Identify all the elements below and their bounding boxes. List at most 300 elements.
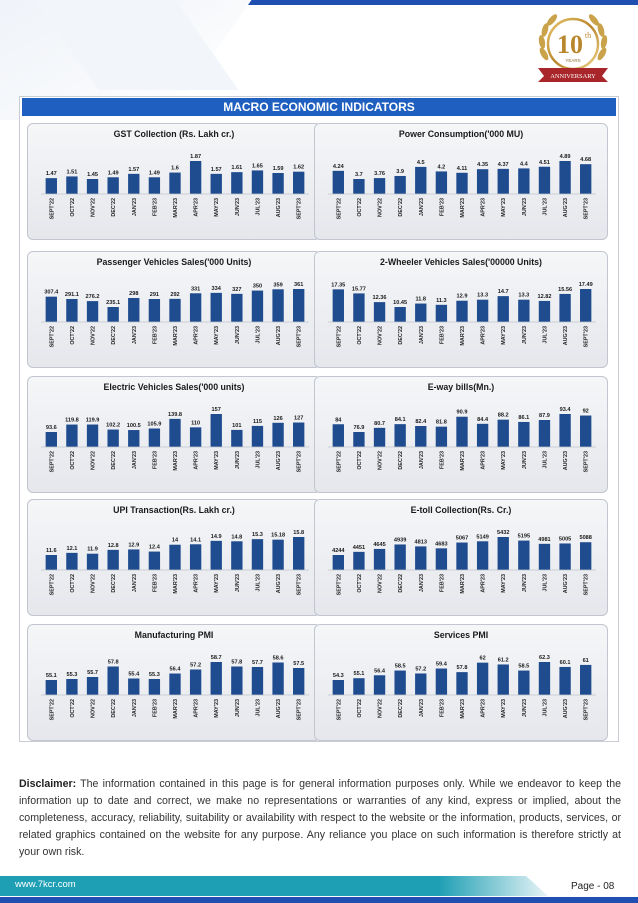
- data-label: 1.49: [148, 170, 160, 177]
- bar: [252, 539, 263, 570]
- bar-chart: [28, 625, 322, 742]
- tick-label: JUN'23: [521, 451, 528, 470]
- tick-label: AUG'23: [276, 699, 283, 719]
- bar: [518, 671, 529, 695]
- bar: [87, 554, 98, 570]
- bar: [518, 300, 529, 322]
- tick-label: MAR'23: [173, 574, 179, 594]
- data-label: 4645: [373, 541, 386, 548]
- bar: [559, 667, 570, 695]
- badge-years: YEARS: [565, 58, 581, 63]
- data-label: 54.3: [332, 673, 344, 679]
- bar: [374, 302, 385, 322]
- tick-label: SEPT'23: [583, 574, 590, 596]
- data-label: 55.1: [45, 673, 57, 679]
- data-label: 1.47: [45, 171, 57, 178]
- data-label: 13.3: [477, 292, 489, 299]
- tick-label: SEPT'22: [49, 574, 56, 596]
- tick-label: AUG'23: [563, 451, 570, 471]
- data-label: 102.2: [106, 422, 121, 429]
- data-label: 127: [294, 415, 304, 422]
- bar: [498, 537, 509, 570]
- data-label: 4.89: [559, 154, 571, 160]
- tick-label: DEC'22: [111, 451, 118, 470]
- bar-chart: [315, 377, 609, 494]
- bar: [128, 298, 139, 322]
- data-label: 1.57: [210, 166, 222, 173]
- data-label: 12.36: [372, 295, 387, 302]
- chart-title: Electric Vehicles Sales('000 units): [103, 382, 245, 392]
- bar: [539, 544, 550, 570]
- data-label: 361: [294, 282, 304, 288]
- bar: [211, 414, 222, 447]
- tick-label: SEPT'22: [336, 198, 343, 220]
- tick-label: SEPT'23: [583, 699, 590, 721]
- tick-label: DEC'22: [398, 451, 405, 470]
- bar: [436, 305, 447, 322]
- data-label: 350: [252, 283, 263, 290]
- bar: [518, 422, 529, 447]
- bar: [252, 667, 263, 695]
- data-label: 327: [232, 286, 242, 293]
- bar: [252, 291, 263, 322]
- data-label: 1.45: [87, 172, 98, 178]
- bar: [539, 420, 550, 447]
- tick-label: NOV'22: [377, 326, 384, 345]
- bar: [580, 416, 591, 447]
- tick-label: MAR'23: [173, 451, 179, 471]
- tick-label: DEC'22: [111, 699, 118, 718]
- bar: [46, 178, 57, 194]
- chart-panel: [314, 251, 608, 368]
- data-label: 4.2: [437, 164, 446, 171]
- chart-panel: [27, 376, 321, 493]
- footer-url-link[interactable]: www.7kcr.com: [15, 879, 76, 890]
- data-label: 88.2: [497, 412, 509, 419]
- tick-label: JAN'23: [418, 326, 425, 345]
- data-label: 4.35: [477, 162, 489, 169]
- tick-label: NOV'22: [377, 574, 384, 593]
- bar: [293, 172, 304, 194]
- data-label: 4813: [414, 539, 427, 546]
- disclaimer-text: The information contained in this page is for general information purposes only. While we endeavor to keep the information up to date and correct, we make no representations or warranties of any kind, express or implied, about the completeness, accuracy, reliability, suitability or availability with respect to the website or the information, products, services, or related graphics contained on the website for any purpose. Any reliance you place on such information is therefore strictly at your own risk.: [19, 778, 621, 858]
- data-label: 93.4: [559, 407, 571, 413]
- tick-label: JUN'23: [521, 198, 528, 217]
- bar: [559, 161, 570, 194]
- tick-label: SEPT'22: [336, 326, 343, 348]
- disclaimer: [19, 776, 621, 861]
- data-label: 12.9: [456, 293, 468, 300]
- bar: [272, 423, 283, 447]
- bar: [252, 426, 263, 447]
- tick-label: DEC'22: [111, 326, 118, 345]
- bar-chart: [315, 124, 609, 241]
- tick-label: JUL'23: [542, 451, 549, 469]
- bar: [498, 169, 509, 194]
- data-label: 10.45: [393, 300, 408, 306]
- data-label: 57.2: [415, 666, 427, 673]
- chart-title: 2-Wheeler Vehicles Sales('00000 Units): [380, 257, 542, 267]
- tick-label: AUG'23: [276, 574, 283, 594]
- bar: [149, 429, 160, 447]
- data-label: 5005: [558, 536, 572, 543]
- data-label: 105.9: [147, 421, 162, 428]
- bar-chart: [315, 625, 609, 742]
- chart-panel: [27, 624, 321, 741]
- tick-label: APR'23: [480, 198, 487, 217]
- data-label: 57.8: [456, 665, 468, 672]
- tick-label: JUL'23: [255, 699, 262, 717]
- tick-label: MAR'23: [173, 699, 179, 719]
- bar: [353, 179, 364, 194]
- tick-label: MAY'23: [501, 326, 508, 345]
- data-label: 11.8: [415, 296, 427, 303]
- tick-label: APR'23: [193, 451, 200, 470]
- bar: [190, 293, 201, 322]
- data-label: 4.68: [580, 157, 592, 164]
- data-label: 58.7: [210, 655, 222, 661]
- tick-label: MAY'23: [214, 198, 221, 217]
- tick-label: APR'23: [480, 699, 487, 718]
- bar: [107, 307, 118, 322]
- bar: [580, 665, 591, 695]
- tick-label: JUL'23: [255, 574, 262, 592]
- tick-label: SEPT'23: [583, 451, 590, 473]
- data-label: 4244: [332, 548, 345, 554]
- bar: [211, 174, 222, 194]
- data-label: 4.11: [456, 165, 468, 172]
- bar: [333, 289, 344, 322]
- bar: [128, 430, 139, 447]
- bar: [374, 178, 385, 194]
- tick-label: SEPT'23: [583, 326, 590, 348]
- tick-label: JUN'23: [521, 574, 528, 593]
- bar: [353, 678, 364, 695]
- tick-label: APR'23: [480, 451, 487, 470]
- bar: [394, 671, 405, 695]
- bar: [394, 307, 405, 322]
- data-label: 1.6: [171, 165, 179, 172]
- data-label: 57.2: [190, 662, 202, 669]
- data-label: 100.5: [126, 423, 141, 430]
- bar: [580, 164, 591, 194]
- tick-label: NOV'22: [90, 198, 97, 217]
- bar: [107, 550, 118, 570]
- chart-panel: [314, 123, 608, 240]
- tick-label: OCT'22: [356, 198, 363, 217]
- bar: [231, 430, 242, 447]
- data-label: 1.87: [190, 154, 202, 160]
- tick-label: DEC'22: [398, 574, 405, 593]
- anniversary-badge-logo: [532, 8, 614, 88]
- tick-label: SEPT'22: [336, 451, 343, 473]
- tick-label: JAN'23: [131, 574, 138, 593]
- bar: [272, 173, 283, 194]
- data-label: 55.1: [353, 671, 365, 678]
- data-label: 12.82: [537, 293, 552, 300]
- data-label: 292: [170, 291, 180, 298]
- data-label: 17.49: [578, 282, 593, 288]
- tick-label: SEPT'22: [49, 699, 56, 721]
- tick-label: MAY'23: [501, 451, 508, 470]
- tick-label: SEPT'22: [336, 574, 343, 596]
- data-label: 110: [191, 420, 201, 427]
- tick-label: SEPT'23: [583, 198, 590, 220]
- tick-label: APR'23: [480, 574, 487, 593]
- data-label: 4683: [435, 541, 448, 548]
- bar: [66, 299, 77, 322]
- tick-label: NOV'22: [377, 198, 384, 217]
- tick-label: JUL'23: [542, 326, 549, 344]
- tick-label: JAN'23: [131, 451, 138, 470]
- tick-label: JUL'23: [542, 198, 549, 216]
- tick-label: JAN'23: [131, 198, 138, 217]
- bar: [190, 161, 201, 194]
- bar: [169, 545, 180, 570]
- bar: [539, 662, 550, 695]
- data-label: 157: [211, 407, 221, 413]
- bar: [252, 170, 263, 194]
- data-label: 86.1: [518, 414, 530, 421]
- data-label: 15.77: [351, 286, 366, 293]
- bar: [539, 167, 550, 194]
- footer-band: [0, 876, 548, 896]
- data-label: 17.35: [331, 282, 346, 289]
- bar: [353, 432, 364, 447]
- data-label: 15.3: [252, 532, 263, 539]
- tick-label: NOV'22: [377, 699, 384, 718]
- tick-label: APR'23: [193, 198, 200, 217]
- tick-label: JUL'23: [542, 574, 549, 592]
- tick-label: FEB'23: [152, 198, 159, 217]
- data-label: 56.4: [169, 666, 181, 673]
- bar: [211, 541, 222, 570]
- tick-label: SEPT'22: [49, 198, 56, 220]
- tick-label: AUG'23: [563, 699, 570, 719]
- data-label: 11.6: [46, 548, 57, 554]
- bar: [46, 297, 57, 322]
- tick-label: OCT'22: [69, 326, 76, 345]
- tick-label: OCT'22: [356, 326, 363, 345]
- bar: [231, 541, 242, 570]
- tick-label: AUG'23: [563, 574, 570, 594]
- bar: [353, 293, 364, 322]
- data-label: 4939: [393, 537, 407, 544]
- tick-label: AUG'23: [276, 451, 283, 471]
- tick-label: MAR'23: [460, 326, 466, 346]
- tick-label: JUL'23: [255, 198, 262, 216]
- bar: [272, 540, 283, 570]
- bar: [436, 427, 447, 447]
- bar: [66, 425, 77, 447]
- data-label: 55.4: [128, 671, 140, 678]
- bar: [107, 177, 118, 194]
- data-label: 82.4: [415, 419, 427, 425]
- tick-label: SEPT'23: [296, 574, 303, 596]
- bar: [46, 680, 57, 695]
- badge-ribbon-text: ANNIVERSARY: [550, 73, 596, 80]
- bar: [518, 541, 529, 570]
- data-label: 57.5: [293, 661, 305, 667]
- tick-label: SEPT'23: [296, 699, 303, 721]
- tick-label: MAY'23: [214, 699, 221, 718]
- bar: [374, 549, 385, 570]
- bar: [456, 301, 467, 322]
- bar: [333, 555, 344, 570]
- tick-label: DEC'22: [111, 198, 118, 217]
- bar: [580, 289, 591, 322]
- data-label: 55.3: [66, 672, 78, 678]
- tick-label: JUN'23: [234, 326, 241, 345]
- data-label: 1.61: [231, 165, 243, 172]
- chart-panel: [27, 123, 321, 240]
- bar: [456, 417, 467, 447]
- bar: [394, 424, 405, 447]
- tick-label: APR'23: [193, 326, 200, 345]
- bar-chart: [28, 377, 322, 494]
- data-label: 57.7: [252, 660, 263, 666]
- data-label: 92: [582, 408, 589, 415]
- tick-label: MAY'23: [501, 699, 508, 718]
- bar: [477, 300, 488, 322]
- data-label: 359: [273, 282, 283, 289]
- bar: [211, 293, 222, 322]
- tick-label: MAR'23: [460, 699, 466, 719]
- badge-number: 10: [557, 30, 583, 59]
- data-label: 331: [190, 286, 201, 293]
- bar: [415, 546, 426, 570]
- bar: [456, 543, 467, 570]
- bar: [87, 677, 98, 695]
- tick-label: OCT'22: [69, 699, 76, 718]
- bar: [107, 430, 118, 447]
- data-label: 12.8: [107, 542, 119, 549]
- bar: [415, 673, 426, 695]
- data-label: 76.9: [353, 425, 365, 431]
- data-label: 5067: [455, 535, 469, 542]
- data-label: 58.6: [272, 655, 284, 662]
- bar: [128, 174, 139, 194]
- data-label: 101: [232, 422, 242, 429]
- bar: [477, 541, 488, 570]
- bar: [498, 296, 509, 322]
- bar: [293, 668, 304, 695]
- bar: [394, 176, 405, 194]
- bar: [353, 552, 364, 570]
- bar: [580, 542, 591, 570]
- bar: [456, 672, 467, 695]
- data-label: 139.8: [168, 411, 182, 418]
- data-label: 11.3: [436, 297, 447, 304]
- bar: [518, 168, 529, 194]
- bar: [374, 675, 385, 695]
- data-label: 58.5: [394, 663, 406, 670]
- bar: [559, 543, 570, 570]
- data-label: 62.3: [539, 655, 550, 661]
- bar: [149, 299, 160, 322]
- bar: [149, 177, 160, 194]
- bar: [231, 172, 242, 194]
- tick-label: AUG'23: [563, 326, 570, 346]
- tick-label: MAR'23: [173, 198, 179, 218]
- tick-label: APR'23: [193, 574, 200, 593]
- data-label: 276.2: [85, 294, 100, 301]
- tick-label: SEPT'22: [49, 326, 56, 348]
- tick-label: DEC'22: [398, 326, 405, 345]
- data-label: 13.3: [518, 292, 530, 299]
- data-label: 62: [479, 655, 486, 662]
- chart-title: E-toll Collection(Rs. Cr.): [410, 505, 512, 515]
- tick-label: MAY'23: [214, 451, 221, 470]
- bar: [190, 427, 201, 447]
- tick-label: FEB'23: [439, 699, 446, 718]
- bar: [436, 171, 447, 194]
- chart-title: UPI Transaction(Rs. Lakh cr.): [113, 505, 235, 515]
- bar: [333, 680, 344, 695]
- tick-label: JUN'23: [521, 326, 528, 345]
- chart-title: E-way bills(Mn.): [427, 382, 495, 392]
- tick-label: APR'23: [193, 699, 200, 718]
- bar: [46, 555, 57, 570]
- chart-title: Services PMI: [433, 630, 489, 640]
- tick-label: NOV'22: [90, 451, 97, 470]
- data-label: 334: [211, 285, 221, 292]
- data-label: 3.7: [355, 172, 363, 178]
- data-label: 3.9: [396, 168, 405, 175]
- tick-label: FEB'23: [152, 574, 159, 593]
- tick-label: JAN'23: [418, 699, 425, 718]
- data-label: 55.7: [87, 670, 98, 676]
- data-label: 15.18: [271, 532, 286, 539]
- data-label: 61: [582, 657, 589, 664]
- data-label: 4.37: [497, 161, 509, 168]
- data-label: 1.65: [252, 163, 263, 170]
- tick-label: APR'23: [480, 326, 487, 345]
- data-label: 15.56: [558, 286, 573, 293]
- bar: [436, 548, 447, 570]
- tick-label: DEC'22: [398, 198, 405, 217]
- tick-label: JAN'23: [131, 699, 138, 718]
- tick-label: NOV'22: [90, 326, 97, 345]
- data-label: 12.4: [148, 544, 160, 551]
- data-label: 119.9: [85, 417, 100, 424]
- tick-label: JAN'23: [418, 198, 425, 217]
- tick-label: MAY'23: [214, 326, 221, 345]
- tick-label: DEC'22: [398, 699, 405, 718]
- data-label: 14: [171, 537, 179, 544]
- bar: [477, 663, 488, 695]
- bar: [293, 537, 304, 570]
- bar: [66, 176, 77, 194]
- bar: [498, 664, 509, 695]
- tick-label: NOV'22: [90, 574, 97, 593]
- tick-label: JUN'23: [521, 699, 528, 718]
- tick-label: OCT'22: [69, 451, 76, 470]
- tick-label: MAR'23: [460, 574, 466, 594]
- data-label: 90.9: [456, 409, 468, 416]
- data-label: 3.76: [374, 171, 385, 178]
- data-label: 4.51: [539, 159, 550, 166]
- bar: [66, 553, 77, 570]
- bar: [293, 423, 304, 447]
- data-label: 4451: [352, 544, 366, 551]
- tick-label: JUN'23: [234, 699, 241, 718]
- tick-label: FEB'23: [439, 198, 446, 217]
- bar: [272, 289, 283, 322]
- tick-label: SEPT'22: [49, 451, 56, 473]
- tick-label: AUG'23: [276, 198, 283, 218]
- data-label: 4981: [538, 536, 551, 543]
